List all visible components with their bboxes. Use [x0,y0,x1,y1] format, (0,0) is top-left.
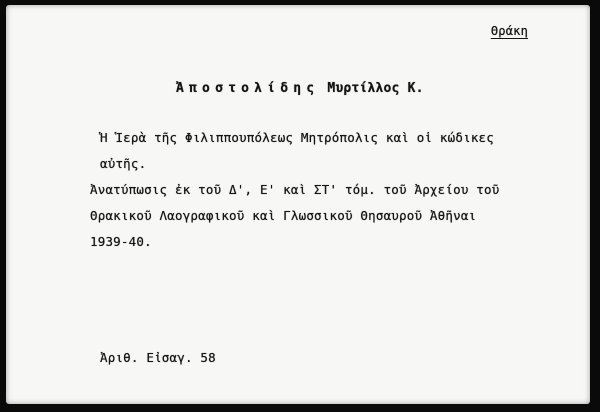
source-line-1: Ἀνατύπωσις ἐκ τοῦ Δ', Ε' καὶ ΣΤ' τόμ. τοῦ Ἀρχείου τοῦ [90,182,500,197]
author-line [176,81,424,96]
source-line-2: Θρακικοῦ Λαογραφικοῦ καὶ Γλωσσικοῦ Θησαυροῦ Ἀθῆναι [90,208,477,223]
index-card [6,5,590,404]
author-given-name: Μυρτίλλος Κ. [327,81,424,96]
subject-heading: Θράκη [490,24,528,38]
accession-number: Ἀριθ. Εἰσαγ. 58 [100,350,216,365]
title-line-2: αὐτῆς. [100,156,147,171]
source-line-3: 1939-40. [90,234,152,249]
title-line-1: Ἡ Ἱερὰ τῆς Φιλιππουπόλεως Μητρόπολις καὶ οἱ κώδικες [100,130,495,145]
author-surname: Ἀποστολίδης [176,81,320,96]
